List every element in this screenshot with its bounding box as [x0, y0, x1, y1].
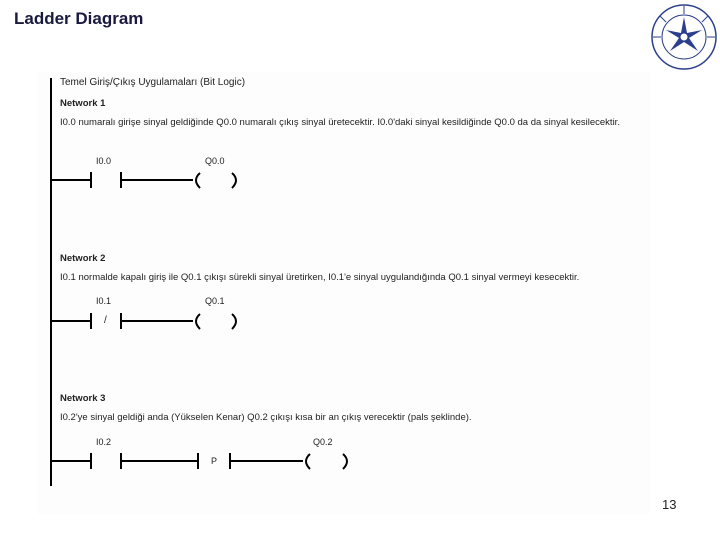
positive-edge-symbol: P [211, 456, 218, 466]
network-2-title: Network 2 [60, 253, 106, 264]
network-3-description: I0.2'ye sinyal geldiği anda (Yükselen Kenar) Q0.2 çıkışı kısa bir an çıkış verecektir (pals şeklinde). [60, 412, 472, 423]
normally-closed-symbol: / [104, 315, 107, 326]
network-3-title: Network 3 [60, 393, 106, 404]
network-1-coil-label: Q0.0 [205, 156, 225, 166]
network-3-rung [52, 453, 347, 469]
network-2-coil-label: Q0.1 [205, 296, 225, 306]
ladder-rungs [37, 72, 650, 514]
slide-title: Ladder Diagram [14, 9, 144, 28]
network-1-coil-left [196, 173, 200, 188]
network-2-coil-left [196, 314, 200, 329]
network-2-description: I0.1 normalde kapalı giriş ile Q0.1 çıkışı sürekli sinyal üretirken, I0.1'e sinyal uygulandığında Q0.1 sinyal vermeyi kesecektir. [60, 272, 580, 283]
network-2-rung [52, 313, 236, 329]
network-3-coil-right [343, 454, 347, 469]
network-2-contact-label: I0.1 [96, 296, 112, 306]
network-2-coil-right [232, 314, 236, 329]
university-logo [646, 2, 720, 72]
network-1-contact-label: I0.0 [96, 156, 112, 166]
network-1-title: Network 1 [60, 98, 106, 109]
page-number: 13 [662, 497, 677, 512]
network-3-coil-left [306, 454, 310, 469]
network-3-coil-label: Q0.2 [313, 437, 333, 447]
ladder-diagram [37, 72, 650, 514]
network-1-rung [52, 172, 236, 188]
network-1-coil-right [232, 173, 236, 188]
network-1-description: I0.0 numaralı girişe sinyal geldiğinde Q0.0 numaralı çıkış sinyal üretecektir. I0.0'daki sinyal kesildiğinde Q0.0 da da sinyal kesilecektir. [60, 117, 620, 128]
network-3-contact-label: I0.2 [96, 437, 112, 447]
diagram-header: Temel Giriş/Çıkış Uygulamaları (Bit Logic) [60, 77, 246, 88]
